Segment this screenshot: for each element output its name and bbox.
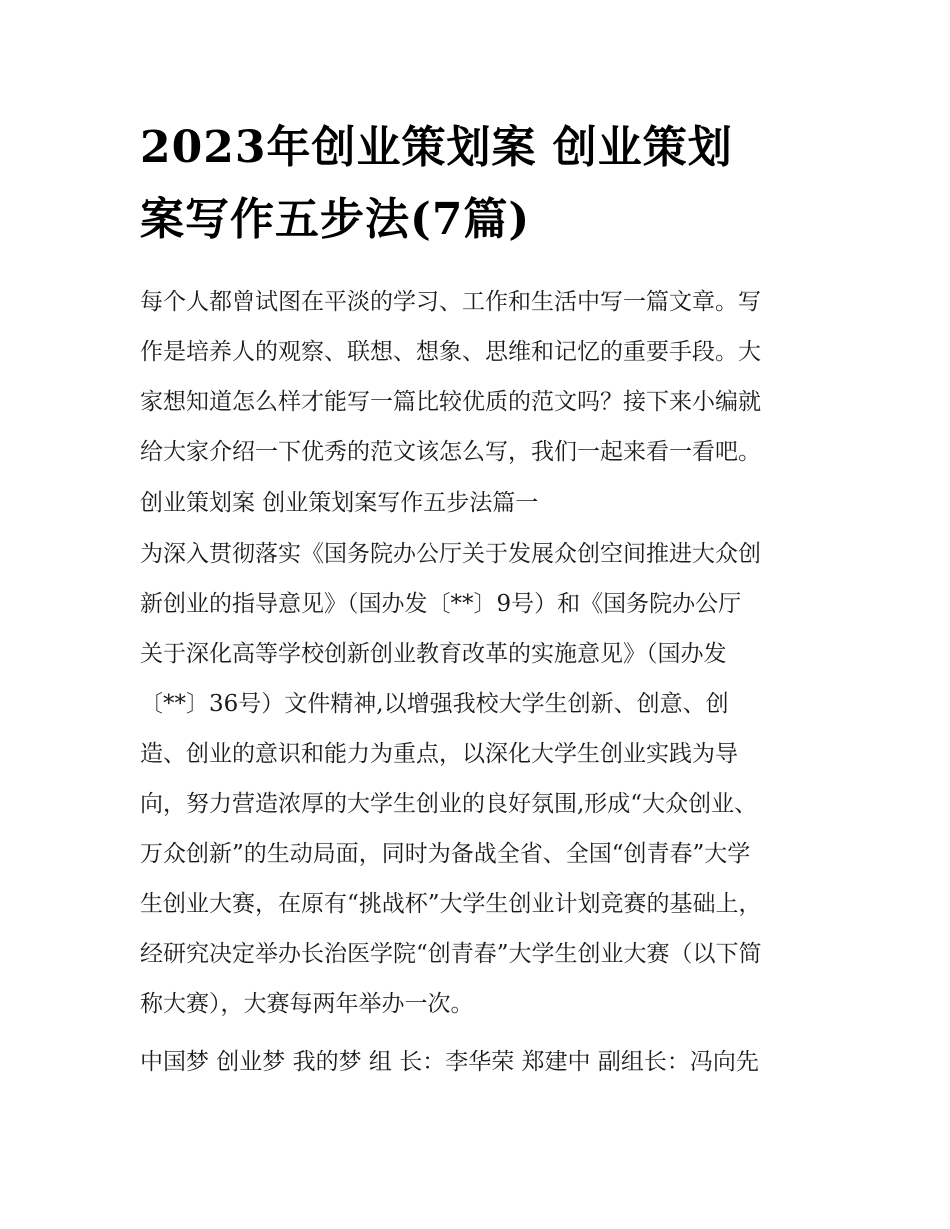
text-line: 称大赛），大赛每两年举办一次。 xyxy=(140,991,474,1017)
text-line: 给大家介绍一下优秀的范文该怎么写，我们一起来看一看吧。 xyxy=(140,439,761,465)
text-line: 家想知道怎么样才能写一篇比较优质的范文吗？接下来小编就 xyxy=(140,389,761,415)
title-line: 2023年创业策划案 创业策划 xyxy=(140,122,733,173)
text-line: 关于深化高等学校创新创业教育改革的实施意见》（国办发 xyxy=(140,641,727,667)
text-line: 为深入贯彻落实《国务院办公厅关于发展众创空间推进大众创 xyxy=(140,541,761,567)
text-line: 每个人都曾试图在平淡的学习、工作和生活中写一篇文章。写 xyxy=(140,289,761,315)
document-body xyxy=(140,277,820,1087)
body-paragraph xyxy=(140,529,820,1029)
text-line: 作是培养人的观察、联想、想象、思维和记忆的重要手段。大 xyxy=(140,339,761,365)
committee-line: 中国梦 创业梦 我的梦 组 长：李华荣 郑建中 副组长：冯向先 xyxy=(140,1049,759,1075)
text-line: 向，努力营造浓厚的大学生创业的良好氛围,形成“大众创业、 xyxy=(140,791,758,817)
title-line: 案写作五步法(7篇) xyxy=(140,194,531,245)
text-line: 造、创业的意识和能力为重点，以深化大学生创业实践为导 xyxy=(140,741,738,767)
text-line: 新创业的指导意见》（国办发〔**〕9号）和《国务院办公厅 xyxy=(140,591,742,617)
intro-paragraph xyxy=(140,277,820,477)
text-line: 〔**〕36号）文件精神,以增强我校大学生创新、创意、创 xyxy=(140,691,729,717)
section-heading: 创业策划案 创业策划案写作五步法篇一 xyxy=(140,490,539,516)
text-line: 万众创新”的生动局面，同时为备战全省、全国“创青春”大学 xyxy=(140,841,751,867)
text-line: 生创业大赛，在原有“挑战杯”大学生创业计划竞赛的基础上， xyxy=(140,891,762,917)
text-line: 经研究决定举办长治医学院“创青春”大学生创业大赛（以下简 xyxy=(140,941,762,967)
document-title xyxy=(140,112,820,256)
